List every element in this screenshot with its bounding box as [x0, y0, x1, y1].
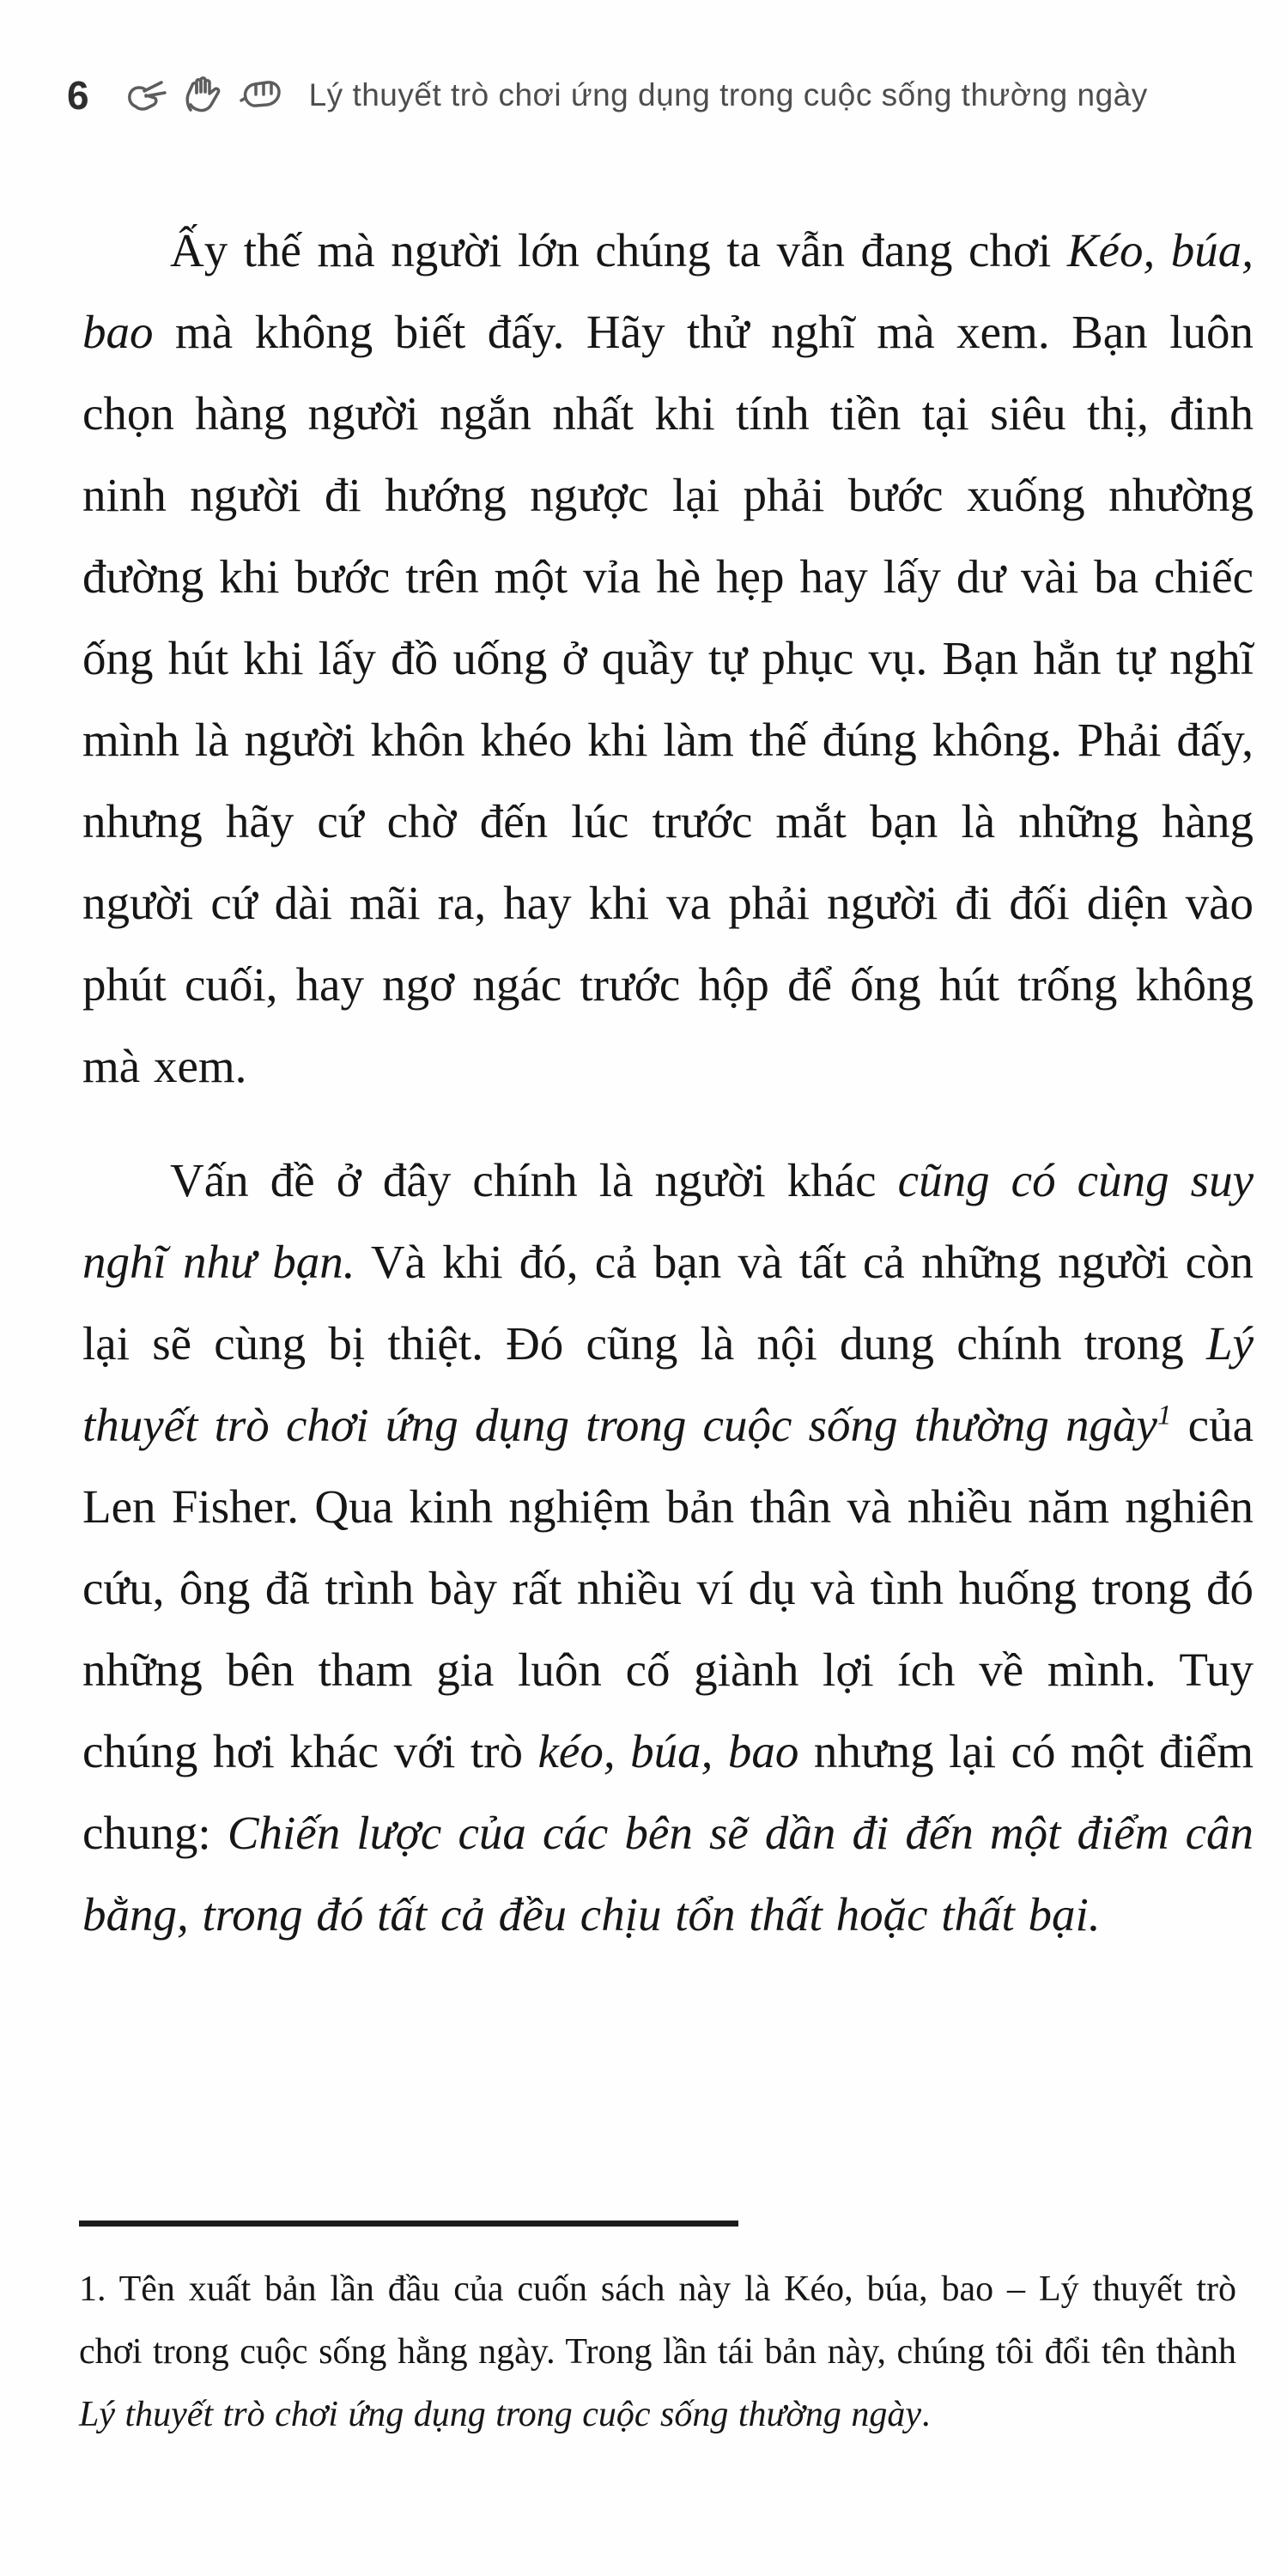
body-text: [82, 210, 1254, 1988]
running-title: Lý thuyết trò chơi ứng dụng trong cuộc sống thường ngày: [308, 77, 1148, 112]
rock-paper-scissors-icons: [124, 76, 285, 115]
footnote: [79, 2258, 1236, 2446]
rock-hand-icon: [237, 76, 285, 115]
paper-hand-icon: [180, 76, 228, 115]
footnote-text: 1. Tên xuất bản lần đầu của cuốn sách này là Kéo, búa, bao – Lý thuyết trò chơi trong cuộc sống hằng ngày. Trong lần tái bản này, chúng tôi đổi tên thành Lý thuyết trò chơi ứng dụng trong cuộc sống thường ngày.: [79, 2269, 1236, 2434]
scissors-hand-icon: [124, 76, 172, 115]
footnote-divider: [79, 2221, 738, 2227]
paragraph-2: Vấn đề ở đây chính là người khác cũng có cùng suy nghĩ như bạn. Và khi đó, cả bạn và tất cả những người còn lại sẽ cùng bị thiệt. Đó cũng là nội dung chính trong Lý thuyết trò chơi ứng dụng trong cuộc sống thường ngày$^1$ của Len Fisher. Qua kinh nghiệm bản thân và nhiều năm nghiên cứu, ông đã trình bày rất nhiều ví dụ và tình huống trong đó những bên tham gia luôn cố giành lợi ích về mình. Tuy chúng hơi khác với trò kéo, búa, bao nhưng lại có một điểm chung: Chiến lược của các bên sẽ dần đi đến một điểm cân bằng, trong đó tất cả đều chịu tổn thất hoặc thất bại.: [82, 1154, 1254, 1941]
running-header: [67, 73, 1253, 118]
page-number: 6: [67, 73, 89, 118]
paragraph-1: Ấy thế mà người lớn chúng ta vẫn đang chơi Kéo, búa, bao mà không biết đấy. Hãy thử nghĩ mà xem. Bạn luôn chọn hàng người ngắn nhất khi tính tiền tại siêu thị, đinh ninh người đi hướng ngược lại phải bước xuống nhường đường khi bước trên một vỉa hè hẹp hay lấy dư vài ba chiếc ống hút khi lấy đồ uống ở quầy tự phục vụ. Bạn hẳn tự nghĩ mình là người khôn khéo khi làm thế đúng không. Phải đấy, nhưng hãy cứ chờ đến lúc trước mắt bạn là những hàng người cứ dài mãi ra, hay khi va phải người đi đối diện vào phút cuối, hay ngơ ngác trước hộp để ống hút trống không mà xem.: [82, 224, 1254, 1092]
